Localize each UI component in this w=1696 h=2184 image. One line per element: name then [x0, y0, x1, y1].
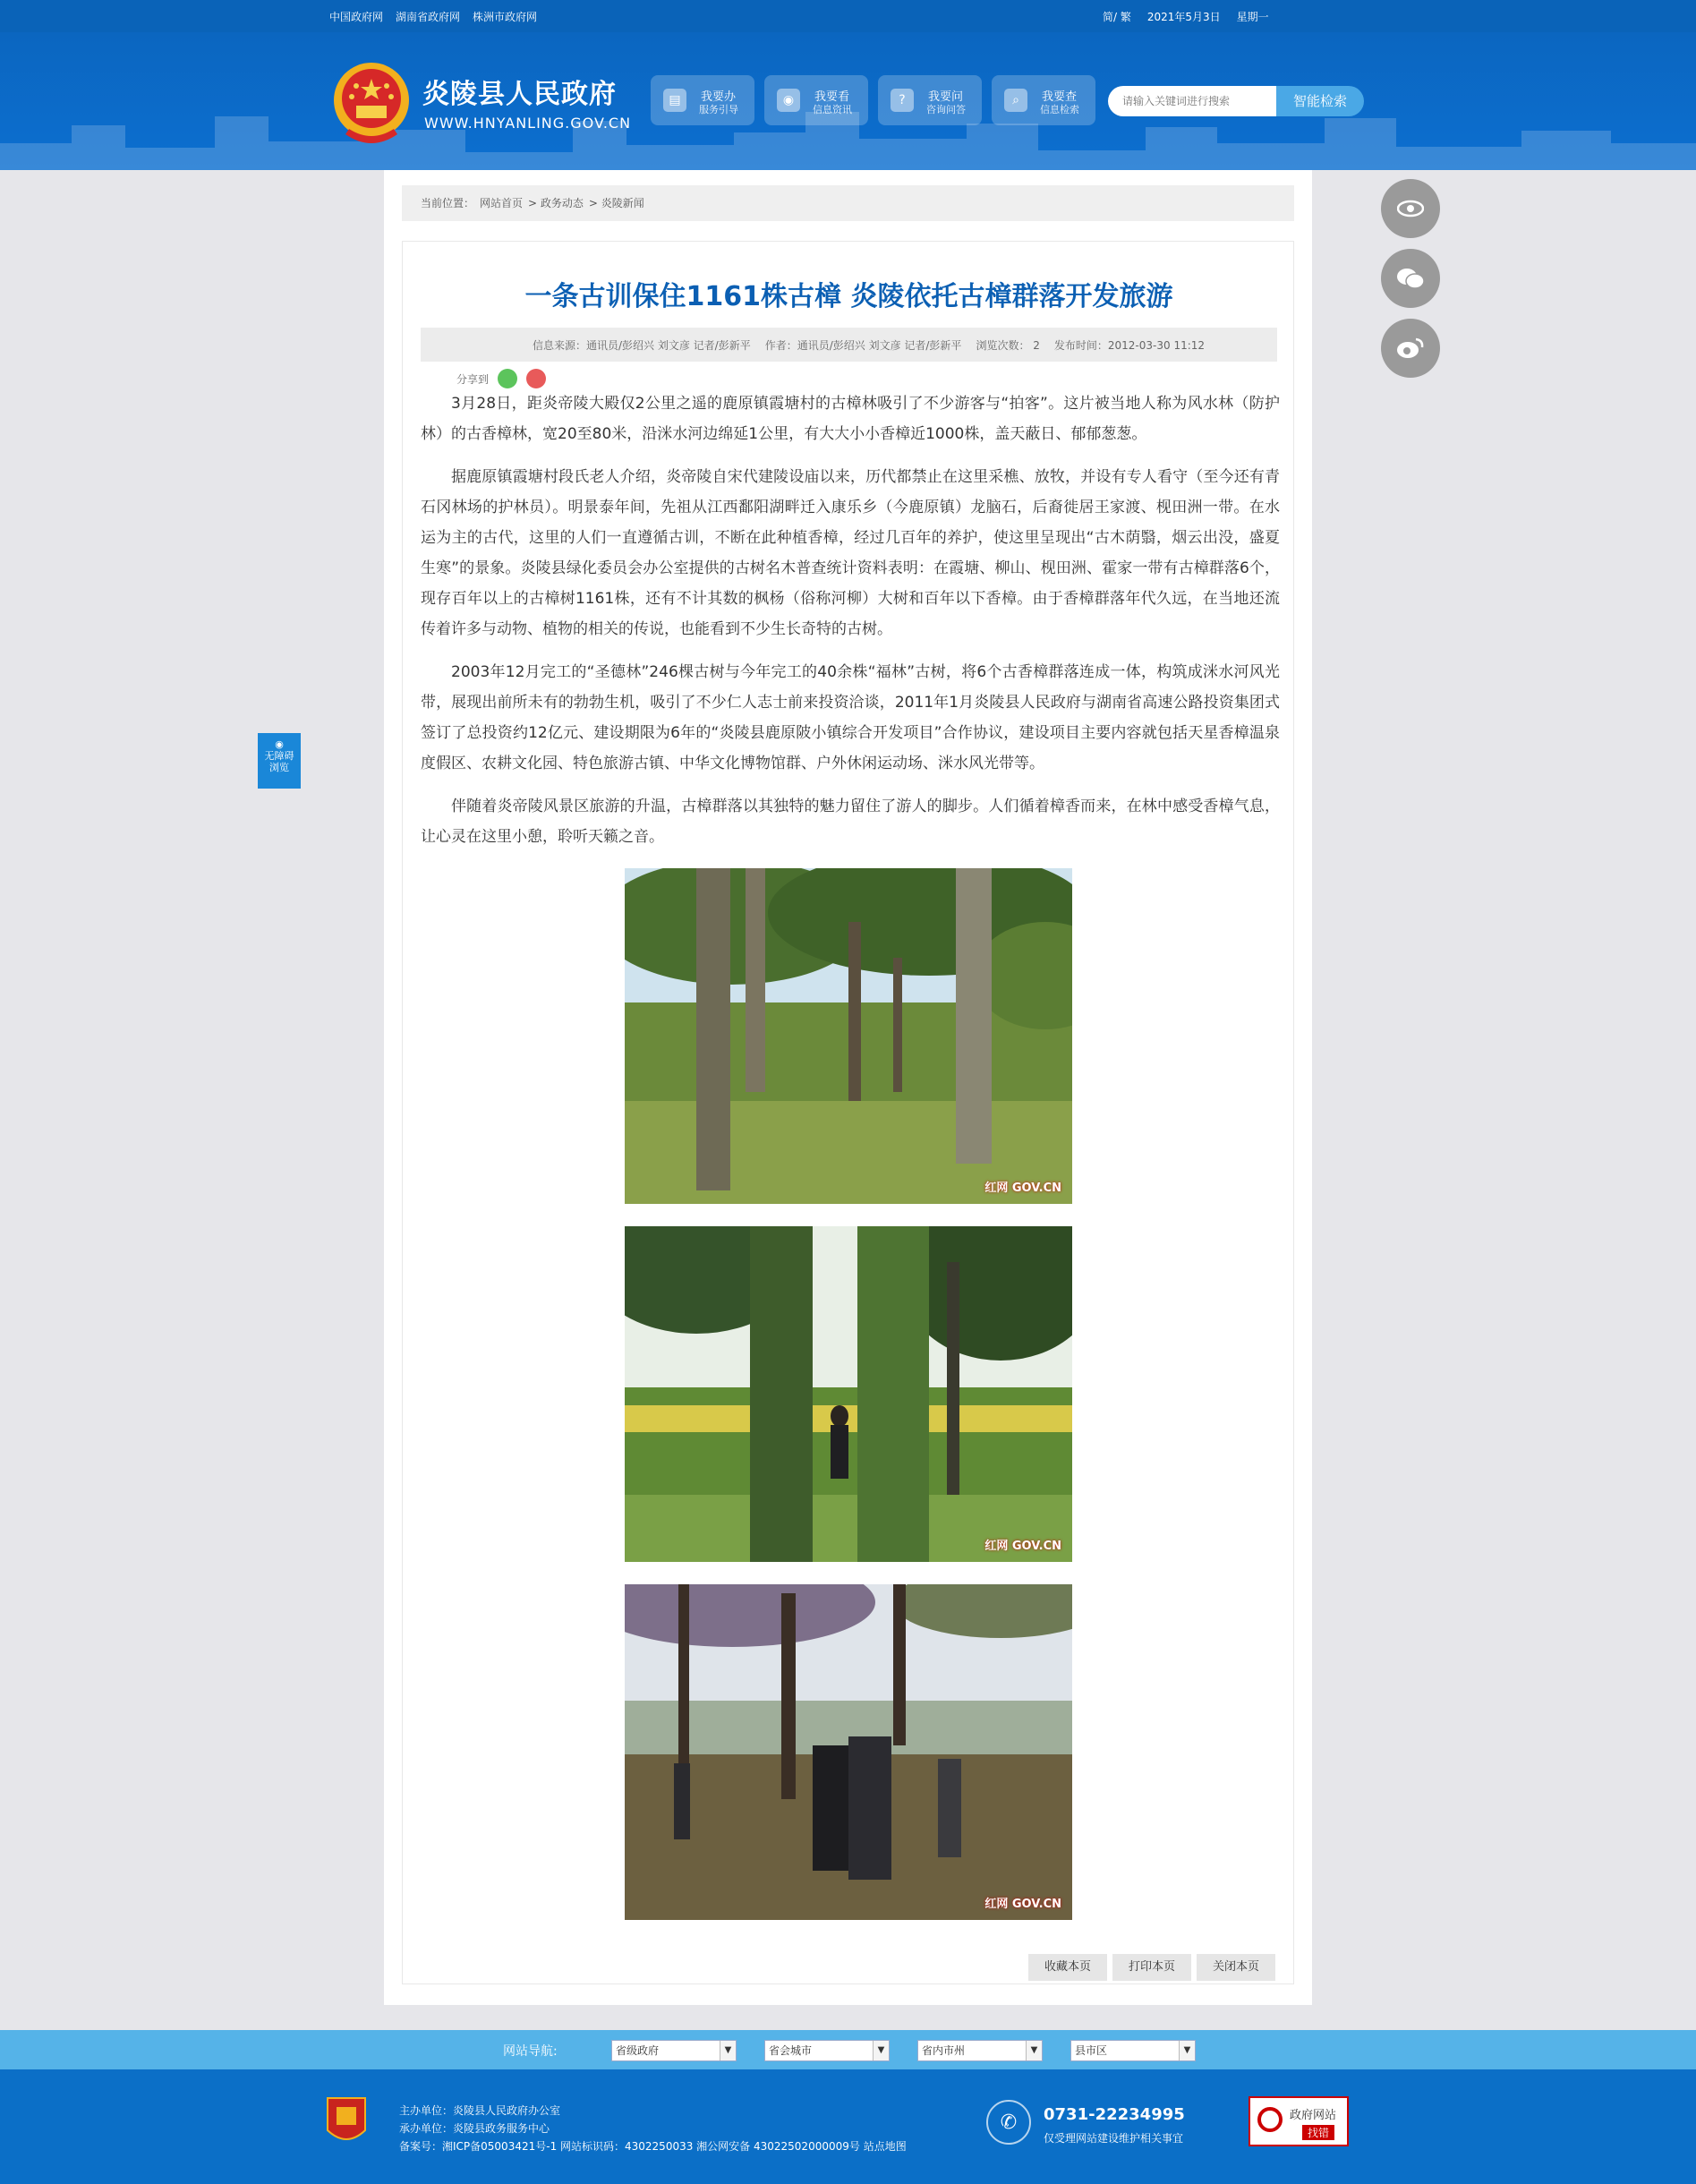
- report-error-title: 政府网站: [1290, 2109, 1337, 2122]
- paragraph: 伴随着炎帝陵风景区旅游的升温，古樟群落以其独特的魅力留住了游人的脚步。人们循着樟香而来，在林中感受香樟气息，让心灵在这里小憩，聆听天籁之音。: [421, 798, 1280, 846]
- breadcrumb-affairs[interactable]: > 政务动态: [528, 197, 584, 209]
- weibo-share-icon[interactable]: [526, 369, 546, 388]
- select-value: 县市区: [1075, 2044, 1108, 2057]
- share-bar: [456, 369, 546, 388]
- search-input[interactable]: [1108, 86, 1276, 116]
- top-link-hunan[interactable]: 湖南省政府网: [396, 11, 461, 23]
- site-nav-strip: [0, 2030, 1696, 2069]
- paragraph: 3月28日，距炎帝陵大殿仅2公里之遥的鹿原镇霞塘村的古樟林吸引了不少游客与“拍客”。这片被当地人称为风水林（防护林）的古香樟林，宽20至80米，沿洣水河边绵延1公里，有大大小小香樟近1000株，盖天蔽日、郁郁葱葱。: [421, 395, 1280, 443]
- report-error-label: 找错: [1302, 2125, 1334, 2140]
- site-footer: [0, 2069, 1696, 2184]
- meta-views: 浏览次数： 2: [976, 338, 1040, 352]
- top-links: [329, 9, 537, 24]
- quick-link-search[interactable]: [992, 75, 1095, 125]
- national-emblem-icon: [329, 59, 413, 149]
- print-button[interactable]: 打印本页: [1112, 1954, 1191, 1981]
- bookmark-button[interactable]: 收藏本页: [1028, 1954, 1107, 1981]
- accessibility-button[interactable]: [258, 733, 301, 789]
- footer-phone: 0731-22234995: [1044, 2105, 1185, 2124]
- close-button[interactable]: 关闭本页: [1197, 1954, 1275, 1981]
- footer-phone-note: 仅受理网站建设维护相关事宜: [1044, 2132, 1184, 2145]
- paragraph: 2003年12月完工的“圣德林”246棵古树与今年完工的40余株“福林”古树，将6个古香樟群落连成一体，构筑成洣水河风光带，展现出前所未有的勃勃生机，吸引了不少仁人志士前来投资洽谈，2011年1月炎陵县人民政府与湖南省高速公路投资集团式签订了总投资约12亿元、建设期限为6年的“炎陵县鹿原陂小镇综合开发项目”合作协议，建设项目主要内容就包括天星香樟温泉度假区、农耕文化园、特色旅游古镇、中华文化博物馆群、户外休闲运动场、洣水风光带等。: [421, 663, 1280, 772]
- quick-link-sub: 信息检索: [1040, 104, 1079, 115]
- party-badge-icon[interactable]: [324, 2094, 369, 2148]
- top-right: [1103, 9, 1269, 24]
- accessibility-label: 浏览: [269, 762, 289, 773]
- wechat-share-icon[interactable]: [498, 369, 517, 388]
- search-icon: ⌕: [1004, 89, 1027, 112]
- wechat-icon[interactable]: [1381, 249, 1440, 308]
- footer-organizer: 承办单位：炎陵县政务服务中心: [399, 2122, 550, 2135]
- select-counties[interactable]: [1070, 2040, 1196, 2061]
- eye-icon: ◉: [777, 89, 800, 112]
- footer-sponsor: 主办单位：炎陵县人民政府办公室: [399, 2104, 561, 2117]
- footer-record[interactable]: 备案号：湘ICP备05003421号-1 网站标识码：4302250033 湘公网安备 43022502000009号 站点地图: [399, 2140, 907, 2153]
- date-text: 2021年5月3日: [1146, 11, 1221, 23]
- breadcrumb-news[interactable]: > 炎陵新闻: [588, 197, 644, 209]
- select-value: 省会城市: [769, 2044, 813, 2057]
- article-photo-2: [625, 1226, 1072, 1562]
- phone-icon: ✆: [986, 2100, 1031, 2145]
- top-link-zhuzhou[interactable]: 株洲市政府网: [473, 11, 538, 23]
- select-capitals[interactable]: [764, 2040, 890, 2061]
- select-value: 省内市州: [922, 2044, 966, 2057]
- site-header: [0, 32, 1696, 170]
- quick-link-label: 我要问: [928, 90, 964, 104]
- breadcrumb-home[interactable]: 网站首页: [480, 197, 524, 209]
- quick-link-sub: 服务引导: [699, 104, 738, 115]
- site-title[interactable]: 炎陵县人民政府: [422, 79, 617, 110]
- photo-watermark: 红网 GOV.CN: [984, 1182, 1061, 1195]
- article-box: [402, 241, 1294, 1984]
- article-title: 一条古训保住1161株古樟 炎陵依托古樟群落开发旅游: [524, 281, 1173, 312]
- quick-link-label: 我要查: [1042, 90, 1078, 104]
- quick-link-label: 我要办: [701, 90, 737, 104]
- chevron-down-icon: ▼: [720, 2041, 736, 2060]
- breadcrumb: [402, 185, 1294, 221]
- meta-source: 信息来源：通讯员/彭绍兴 刘文彦 记者/彭新平: [533, 338, 751, 352]
- quick-link-ask[interactable]: [878, 75, 982, 125]
- top-link-gov[interactable]: 中国政府网: [329, 11, 384, 23]
- article-meta: [421, 328, 1277, 362]
- site-url: WWW.HNYANLING.GOV.CN: [424, 115, 632, 132]
- weekday-text: 星期一: [1236, 11, 1269, 23]
- top-bar: [0, 0, 1696, 32]
- photo-watermark: 红网 GOV.CN: [984, 1898, 1061, 1911]
- photo-watermark: 红网 GOV.CN: [984, 1540, 1061, 1553]
- share-label: 分享到: [456, 372, 490, 386]
- quick-link-view[interactable]: [764, 75, 868, 125]
- select-value: 省级政府: [616, 2044, 660, 2057]
- quick-link-handle[interactable]: [651, 75, 754, 125]
- question-icon: ?: [891, 89, 914, 112]
- select-provincial[interactable]: [611, 2040, 737, 2061]
- article-photo-3: [625, 1584, 1072, 1920]
- report-error-button[interactable]: [1249, 2096, 1349, 2146]
- quick-link-sub: 咨询问答: [926, 104, 966, 115]
- quick-link-label: 我要看: [814, 90, 850, 104]
- eye-icon: ◉: [275, 738, 284, 750]
- paragraph: 据鹿原镇霞塘村段氏老人介绍，炎帝陵自宋代建陵设庙以来，历代都禁止在这里采樵、放牧，并设有专人看守（至今还有青石冈林场的护林员）。明景泰年间，先祖从江西鄱阳湖畔迁入康乐乡（今鹿原镇）龙脑石，后裔徙居王家渡、枧田洲一带。在水运为主的古代，这里的人们一直遵循古训，不断在此种植香樟，经过几百年的养护，使这里呈现出“古木荫翳，烟云出没，盛夏生寒”的景象。炎陵县绿化委员会办公室提供的古树名木普查统计资料表明：在霞塘、柳山、枧田洲、霍家一带有古樟群落6个，现存百年以上的古樟树1161株，还有不计其数的枫杨（俗称河柳）大树和百年以下香樟。由于香樟群落年代久远，在当地还流传着许多与动物、植物的相关的传说，也能看到不少生长奇特的古树。: [421, 468, 1280, 638]
- nav-label: 网站导航:: [503, 2044, 558, 2059]
- article-actions: [1028, 1954, 1275, 1981]
- accessibility-label: 无障碍: [264, 750, 294, 762]
- magnifier-icon: [1257, 2107, 1283, 2132]
- article-photo-1: [625, 868, 1072, 1204]
- quick-link-sub: 信息资讯: [813, 104, 852, 115]
- meta-published: 发布时间：2012-03-30 11:12: [1053, 338, 1206, 352]
- chevron-down-icon: ▼: [1179, 2041, 1195, 2060]
- breadcrumb-prefix: 当前位置：: [421, 197, 475, 209]
- content-container: [384, 170, 1312, 2005]
- language-toggle[interactable]: 简/ 繁: [1103, 11, 1131, 23]
- weibo-icon[interactable]: [1381, 319, 1440, 378]
- search-button[interactable]: 智能检索: [1276, 86, 1364, 116]
- eye-icon[interactable]: [1381, 179, 1440, 238]
- chevron-down-icon: ▼: [1026, 2041, 1042, 2060]
- meta-author: 作者：通讯员/彭绍兴 刘文彦 记者/彭新平: [764, 338, 962, 352]
- select-cities[interactable]: [917, 2040, 1043, 2061]
- document-icon: ▤: [663, 89, 686, 112]
- article-body: [421, 388, 1280, 865]
- footer-info: [399, 2102, 907, 2155]
- chevron-down-icon: ▼: [873, 2041, 889, 2060]
